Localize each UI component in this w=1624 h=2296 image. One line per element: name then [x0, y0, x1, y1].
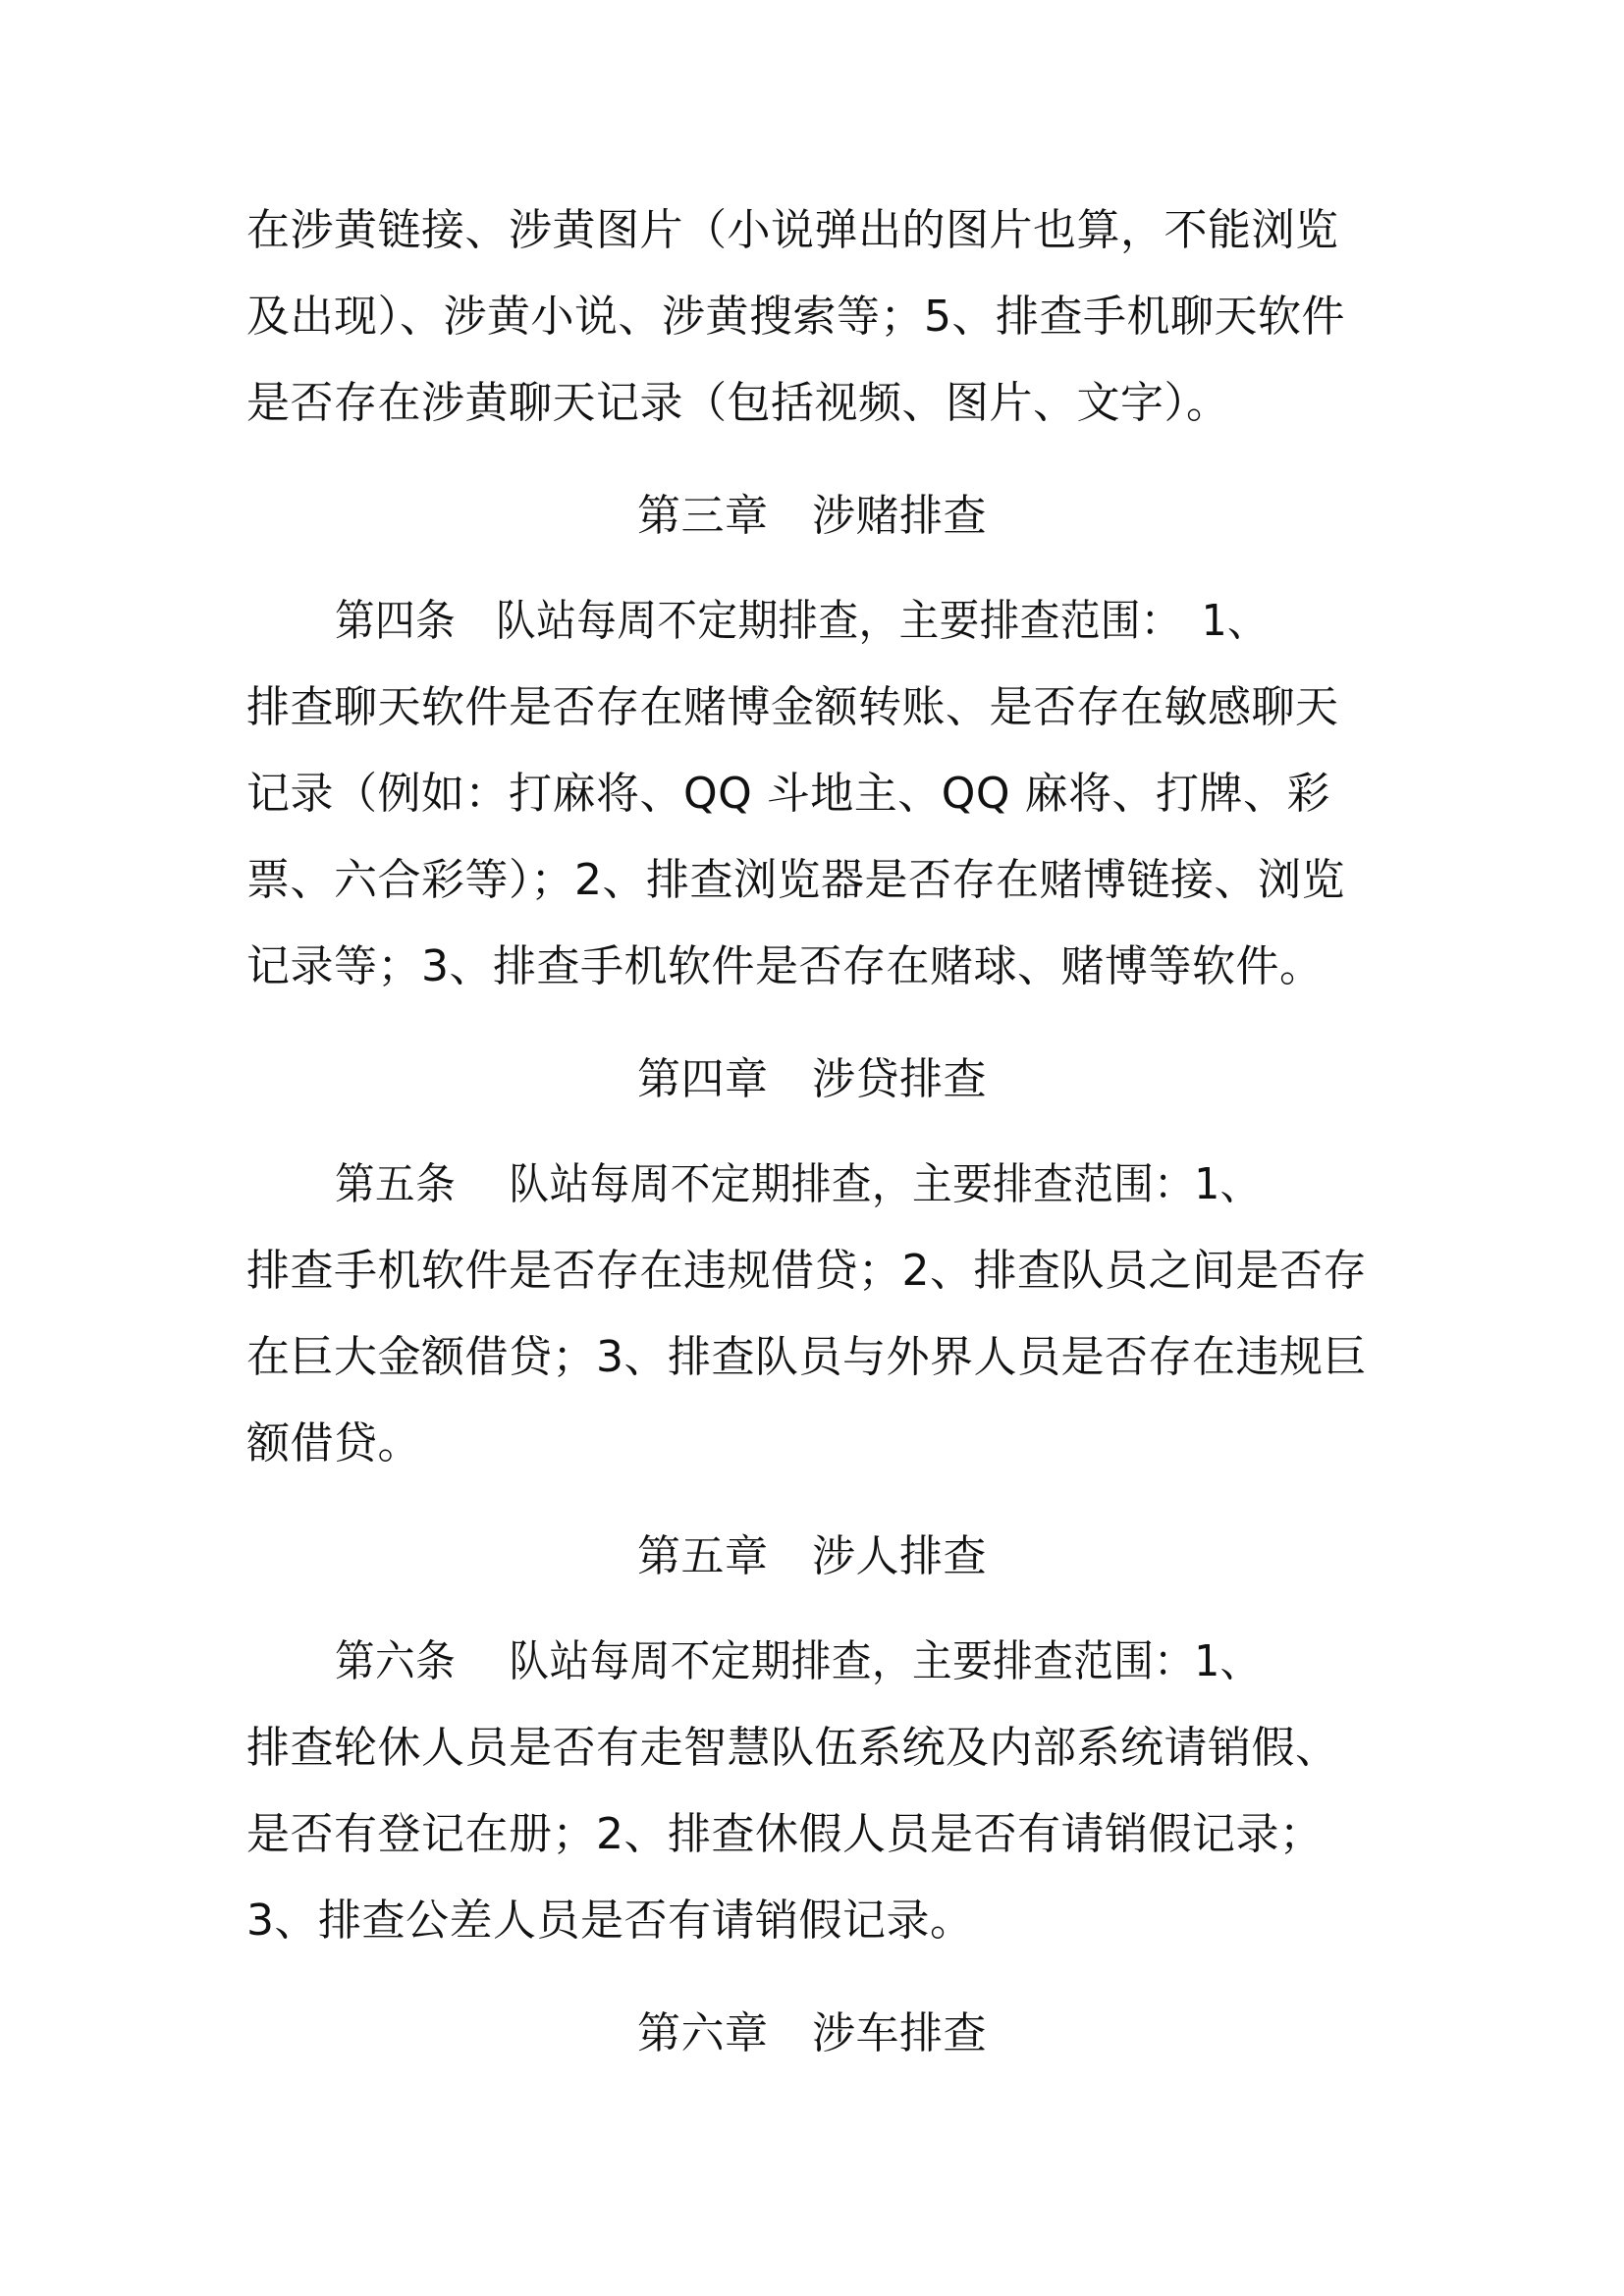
article-line: 记录（例如：打麻将、QQ 斗地主、QQ 麻将、打牌、彩	[246, 769, 1331, 819]
article-line: 额借贷。	[246, 1418, 421, 1468]
article-line: 是否有登记在册；2、排查休假人员是否有请销假记录；	[246, 1809, 1324, 1859]
article-line: 排查轮休人员是否有走智慧队伍系统及内部系统请销假、	[246, 1723, 1339, 1773]
article-line: 第四条 队站每周不定期排查，主要排查范围： 1、	[335, 596, 1269, 646]
article-line: 在巨大金额借贷；3、排查队员与外界人员是否存在违规巨	[246, 1332, 1367, 1382]
article-line: 第六条 队站每周不定期排查，主要排查范围：1、	[335, 1636, 1261, 1686]
article-line: 记录等；3、排查手机软件是否存在赌球、赌博等软件。	[246, 941, 1324, 991]
chapter-heading: 第五章 涉人排查	[637, 1531, 987, 1581]
chapter-heading: 第三章 涉赌排查	[637, 491, 987, 541]
article-line: 排查手机软件是否存在违规借贷；2、排查队员之间是否存	[246, 1246, 1367, 1296]
article-line: 排查聊天软件是否存在赌博金额转账、是否存在敏感聊天	[246, 682, 1339, 732]
article-line: 票、六合彩等）；2、排查浏览器是否存在赌博链接、浏览	[246, 855, 1345, 905]
article-line: 第五条 队站每周不定期排查，主要排查范围：1、	[335, 1159, 1261, 1209]
paragraph-line: 及出现）、涉黄小说、涉黄搜索等；5、排查手机聊天软件	[246, 292, 1345, 342]
chapter-heading: 第六章 涉车排查	[637, 2008, 987, 2058]
paragraph-line: 在涉黄链接、涉黄图片（小说弹出的图片也算，不能浏览	[246, 205, 1339, 255]
article-line: 3、排查公差人员是否有请销假记录。	[246, 1896, 974, 1946]
paragraph-line: 是否存在涉黄聊天记录（包括视频、图片、文字）。	[246, 378, 1230, 428]
chapter-heading: 第四章 涉贷排查	[637, 1054, 987, 1104]
